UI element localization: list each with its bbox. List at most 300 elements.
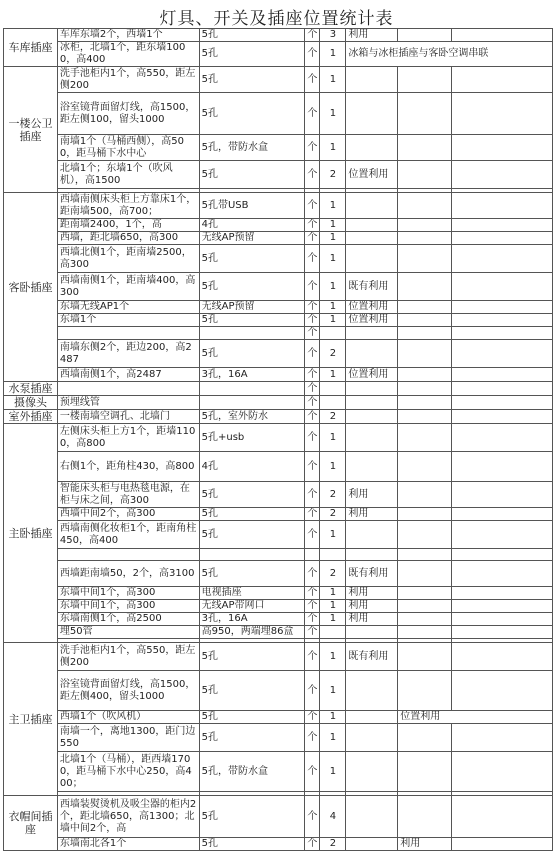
table-row	[4, 161, 553, 189]
table-cell	[398, 549, 452, 561]
table-row	[4, 219, 553, 232]
table-cell: 无线AP预留	[199, 301, 305, 314]
table-cell	[398, 135, 452, 161]
table-cell	[452, 232, 553, 245]
table-cell	[346, 424, 398, 452]
table-row	[4, 482, 553, 508]
table-cell	[452, 67, 553, 93]
table-cell	[398, 521, 452, 549]
table-cell: 既有利用	[346, 643, 398, 671]
table-row	[4, 508, 553, 521]
table-cell	[398, 245, 452, 273]
table-cell: 位置利用	[346, 368, 398, 382]
table-cell: 个	[305, 508, 320, 521]
table-cell: 个	[305, 626, 320, 639]
table-cell: 利用	[346, 600, 398, 613]
table-cell: 利用	[346, 482, 398, 508]
table-cell: 1	[320, 42, 346, 67]
table-cell: 4	[320, 796, 346, 838]
table-cell: 1	[320, 452, 346, 482]
table-cell	[398, 724, 452, 752]
table-row	[4, 424, 553, 452]
table-cell	[398, 67, 452, 93]
table-cell	[398, 613, 452, 626]
table-cell: 冰箱与冰柜插座与客卧空调串联	[346, 42, 553, 67]
table-row	[4, 643, 553, 671]
table-cell	[346, 549, 398, 561]
table-cell: 西墙南侧床头柜上方靠床1个，距南墙500，高700；	[57, 193, 199, 219]
table-cell	[398, 482, 452, 508]
table-cell	[452, 327, 553, 340]
table-row	[4, 93, 553, 135]
category-cell: 水泵插座	[4, 382, 58, 396]
table-cell	[398, 382, 452, 396]
table-cell: 埋50管	[57, 626, 199, 639]
table-cell: 5孔	[199, 340, 305, 368]
table-cell	[452, 600, 553, 613]
category-cell: 车库插座	[4, 29, 58, 67]
table-row	[4, 626, 553, 639]
table-cell	[199, 549, 305, 561]
table-cell: 2	[320, 838, 346, 851]
page-title: 灯具、开关及插座位置统计表	[159, 9, 394, 29]
table-cell	[346, 410, 398, 424]
table-cell: 5孔	[199, 671, 305, 711]
table-cell: 个	[305, 368, 320, 382]
table-cell: 5孔	[199, 482, 305, 508]
table-cell	[57, 382, 199, 396]
table-cell: 5孔	[199, 67, 305, 93]
table-cell	[346, 796, 398, 838]
table-row	[4, 452, 553, 482]
table-cell: 一楼南墙空调孔、北墙门	[57, 410, 199, 424]
table-cell: 5孔	[199, 273, 305, 301]
table-cell: 冰柜，北墙1个，距东墙1000，高400	[57, 42, 199, 67]
table-cell: 左侧床头柜上方1个，距墙1100，高800	[57, 424, 199, 452]
table-cell: 浴室镜背面留灯线，高1500，距左侧100，留头1000	[57, 93, 199, 135]
table-cell: 2	[320, 340, 346, 368]
table-cell	[346, 327, 398, 340]
table-cell	[346, 838, 398, 851]
table-cell	[398, 643, 452, 671]
table-cell	[57, 549, 199, 561]
table-row	[4, 796, 553, 838]
table-cell: 个	[305, 135, 320, 161]
table-cell: 5孔	[199, 29, 305, 42]
table-cell: 1	[320, 219, 346, 232]
table-cell: 利用	[346, 508, 398, 521]
table-cell	[452, 410, 553, 424]
table-cell: 个	[305, 711, 320, 724]
table-cell	[452, 752, 553, 792]
table-row	[4, 273, 553, 301]
table-cell: 无线AP带网口	[199, 600, 305, 613]
table-cell: 东墙中间1个，高300	[57, 587, 199, 600]
table-cell: 既有利用	[346, 273, 398, 301]
category-cell: 室外插座	[4, 410, 58, 424]
table-cell: 北墙1个（马桶），距西墙1700，距马桶下水中心250，高400；	[57, 752, 199, 792]
table-cell: 洗手池柜内1个，高550，距左侧200	[57, 67, 199, 93]
table-cell	[398, 219, 452, 232]
table-cell: 5孔	[199, 711, 305, 724]
table-cell	[452, 671, 553, 711]
table-cell: 个	[305, 301, 320, 314]
table-cell: 个	[305, 314, 320, 327]
table-cell	[398, 600, 452, 613]
table-cell	[346, 396, 398, 410]
table-row	[4, 600, 553, 613]
table-row	[4, 193, 553, 219]
table-cell	[320, 549, 346, 561]
table-cell: 南墙1个（马桶西侧），高500，距马桶下水中心	[57, 135, 199, 161]
table-cell: 西墙南侧1个，高2487	[57, 368, 199, 382]
table-cell: 东墙1个	[57, 314, 199, 327]
table-cell: 个	[305, 219, 320, 232]
table-cell: 利用	[346, 613, 398, 626]
table-row	[4, 587, 553, 600]
table-cell: 1	[320, 193, 346, 219]
table-cell: 5孔	[199, 161, 305, 189]
table-cell: 1	[320, 135, 346, 161]
table-cell: 位置利用	[346, 314, 398, 327]
table-cell: 个	[305, 273, 320, 301]
table-row	[4, 613, 553, 626]
table-cell: 3	[320, 29, 346, 42]
table-cell: 5孔，带防水盒	[199, 752, 305, 792]
table-row	[4, 752, 553, 792]
table-cell: 个	[305, 587, 320, 600]
table-cell: 1	[320, 273, 346, 301]
table-cell: 1	[320, 232, 346, 245]
table-cell: 位置利用	[346, 161, 398, 189]
table-cell	[346, 626, 398, 639]
table-cell: 个	[305, 521, 320, 549]
table-cell: 5孔	[199, 508, 305, 521]
table-cell: 1	[320, 613, 346, 626]
table-row	[4, 232, 553, 245]
table-cell: 1	[320, 424, 346, 452]
table-cell	[346, 232, 398, 245]
table-cell: 5孔	[199, 561, 305, 587]
table-cell: 无线AP预留	[199, 232, 305, 245]
table-cell	[398, 452, 452, 482]
table-cell: 1	[320, 521, 346, 549]
table-cell	[452, 245, 553, 273]
table-cell: 1	[320, 245, 346, 273]
table-row	[4, 671, 553, 711]
table-cell	[452, 273, 553, 301]
table-cell: 高950，两端埋86盒	[199, 626, 305, 639]
table-cell	[398, 752, 452, 792]
table-cell: 5孔	[199, 724, 305, 752]
table-cell: 个	[305, 752, 320, 792]
table-cell	[452, 368, 553, 382]
table-cell: 个	[305, 67, 320, 93]
table-cell	[398, 161, 452, 189]
table-cell: 5孔带USB	[199, 193, 305, 219]
table-cell: 1	[320, 600, 346, 613]
table-cell	[346, 135, 398, 161]
table-cell	[452, 193, 553, 219]
table-cell	[452, 314, 553, 327]
table-cell	[398, 396, 452, 410]
table-cell: 个	[305, 838, 320, 851]
table-row	[4, 301, 553, 314]
table-cell: 1	[320, 93, 346, 135]
table-cell: 西墙南侧1个，距南墙400，高300	[57, 273, 199, 301]
table-cell: 个	[305, 42, 320, 67]
table-cell: 个	[305, 724, 320, 752]
table-cell	[398, 93, 452, 135]
table-cell	[346, 382, 398, 396]
table-cell	[452, 340, 553, 368]
table-cell: 个	[305, 382, 320, 396]
table-cell: 5孔	[199, 42, 305, 67]
table-cell: 4孔	[199, 452, 305, 482]
category-cell: 一楼公卫插座	[4, 67, 58, 193]
category-cell: 客卧插座	[4, 193, 58, 382]
table-row	[4, 42, 553, 67]
table-cell	[346, 711, 398, 724]
table-row	[4, 549, 553, 561]
table-cell: 个	[305, 340, 320, 368]
table-cell	[346, 193, 398, 219]
table-cell: 个	[305, 600, 320, 613]
table-cell: 5孔	[199, 93, 305, 135]
table-cell	[452, 838, 553, 851]
table-row	[4, 314, 553, 327]
table-cell: 西墙1个（吹风机）	[57, 711, 199, 724]
table-row	[4, 724, 553, 752]
table-cell: 1	[320, 314, 346, 327]
table-row	[4, 245, 553, 273]
table-cell: 西墙装熨烫机及吸尘器的柜内2个，距北墙650，高1300；北墙中间2个，高	[57, 796, 199, 838]
table-cell: 个	[305, 561, 320, 587]
table-row	[4, 340, 553, 368]
table-cell: 智能床头柜与电热毯电源，在柜与床之间，高300	[57, 482, 199, 508]
table-cell: 个	[305, 93, 320, 135]
table-cell	[398, 626, 452, 639]
table-cell: 5孔+usb	[199, 424, 305, 452]
table-cell: 1	[320, 368, 346, 382]
table-cell: 1	[320, 671, 346, 711]
table-cell	[199, 396, 305, 410]
table-cell	[452, 135, 553, 161]
table-cell: 西墙北侧1个，距南墙2500，高300	[57, 245, 199, 273]
table-cell	[452, 301, 553, 314]
table-row	[4, 838, 553, 851]
table-cell	[452, 219, 553, 232]
table-cell	[398, 424, 452, 452]
table-cell	[452, 93, 553, 135]
table-cell	[452, 424, 553, 452]
table-cell: 个	[305, 193, 320, 219]
table-cell: 个	[305, 232, 320, 245]
table-cell: 个	[305, 452, 320, 482]
table-cell	[452, 29, 553, 42]
table-cell: 1	[320, 67, 346, 93]
table-cell	[452, 626, 553, 639]
table-cell: 个	[305, 796, 320, 838]
table-cell	[320, 396, 346, 410]
table-cell	[452, 508, 553, 521]
socket-statistics-table	[3, 28, 553, 851]
table-row	[4, 521, 553, 549]
table-cell: 个	[305, 424, 320, 452]
table-cell: 1	[320, 752, 346, 792]
table-cell	[57, 327, 199, 340]
table-cell: 南墙一个，离地1300，距门边550	[57, 724, 199, 752]
table-cell	[346, 724, 398, 752]
table-cell: 5孔，带防水盒	[199, 135, 305, 161]
table-cell	[346, 93, 398, 135]
table-cell	[398, 671, 452, 711]
table-cell: 1	[320, 587, 346, 600]
table-cell	[346, 452, 398, 482]
table-cell: 北墙1个；东墙1个（吹风机），高1500	[57, 161, 199, 189]
table-row	[4, 382, 553, 396]
table-cell: 个	[305, 410, 320, 424]
category-cell: 摄像头	[4, 396, 58, 410]
table-cell: 个	[305, 643, 320, 671]
table-row	[4, 396, 553, 410]
table-cell: 5孔	[199, 643, 305, 671]
table-cell: 个	[305, 482, 320, 508]
table-row	[4, 29, 553, 42]
table-cell: 浴室镜背面留灯线，高1500，距左侧400，留头1000	[57, 671, 199, 711]
table-row	[4, 368, 553, 382]
table-cell	[452, 724, 553, 752]
table-cell: 位置利用	[398, 711, 553, 724]
table-cell: 利用	[346, 29, 398, 42]
table-cell: 利用	[346, 587, 398, 600]
table-cell	[199, 382, 305, 396]
table-cell	[452, 549, 553, 561]
table-cell: 3孔，16A	[199, 368, 305, 382]
table-cell	[452, 482, 553, 508]
table-row	[4, 135, 553, 161]
table-cell	[320, 327, 346, 340]
table-cell	[398, 327, 452, 340]
table-cell	[452, 452, 553, 482]
table-cell: 南墙东侧2个，距边200，高2487	[57, 340, 199, 368]
table-cell	[452, 613, 553, 626]
table-cell: 3孔，16A	[199, 613, 305, 626]
table-cell	[452, 161, 553, 189]
table-cell: 个	[305, 245, 320, 273]
table-cell: 2	[320, 161, 346, 189]
table-cell: 2	[320, 482, 346, 508]
table-cell: 东墙中间1个，高300	[57, 600, 199, 613]
table-cell	[398, 796, 452, 838]
table-cell: 1	[320, 711, 346, 724]
table-cell: 东墙无线AP1个	[57, 301, 199, 314]
category-cell: 主卧插座	[4, 424, 58, 643]
table-cell: 1	[320, 643, 346, 671]
table-cell	[452, 796, 553, 838]
table-cell: 个	[305, 671, 320, 711]
table-row	[4, 561, 553, 587]
table-cell	[398, 561, 452, 587]
table-cell: 2	[320, 410, 346, 424]
table-cell: 东墙南侧1个，高2500	[57, 613, 199, 626]
table-row	[4, 67, 553, 93]
table-cell: 个	[305, 161, 320, 189]
table-cell	[346, 521, 398, 549]
category-cell: 主卫插座	[4, 643, 58, 796]
table-cell: 西墙，距北墙650，高300	[57, 232, 199, 245]
table-cell	[398, 232, 452, 245]
table-cell: 个	[305, 396, 320, 410]
table-cell: 预埋线管	[57, 396, 199, 410]
table-cell	[398, 301, 452, 314]
table-cell	[320, 382, 346, 396]
table-cell: 车库东墙2个，西墙1个	[57, 29, 199, 42]
table-cell	[398, 273, 452, 301]
table-cell: 5孔，室外防水	[199, 410, 305, 424]
table-cell	[398, 410, 452, 424]
table-cell: 5孔	[199, 245, 305, 273]
table-cell: 西墙距南墙50，2个，高3100	[57, 561, 199, 587]
table-cell: 位置利用	[346, 301, 398, 314]
table-cell: 西墙南侧化妆柜1个，距南角柱450，高400	[57, 521, 199, 549]
table-cell: 西墙中间2个，高300	[57, 508, 199, 521]
table-cell: 距南墙2400，1个，高	[57, 219, 199, 232]
table-cell	[398, 29, 452, 42]
table-cell: 电视插座	[199, 587, 305, 600]
table-cell: 东墙南北各1个	[57, 838, 199, 851]
table-cell: 5孔	[199, 796, 305, 838]
table-cell: 2	[320, 508, 346, 521]
table-cell	[346, 752, 398, 792]
table-cell: 5孔	[199, 314, 305, 327]
table-row	[4, 711, 553, 724]
table-cell	[346, 340, 398, 368]
table-row	[4, 327, 553, 340]
table-row	[4, 410, 553, 424]
category-cell: 衣帽间插座	[4, 796, 58, 851]
table-cell: 1	[320, 724, 346, 752]
table-cell: 个	[305, 29, 320, 42]
table-cell	[398, 368, 452, 382]
table-cell	[452, 396, 553, 410]
table-cell: 2	[320, 561, 346, 587]
table-cell: 5孔	[199, 838, 305, 851]
table-cell: 洗手池柜内1个，高550，距左侧200	[57, 643, 199, 671]
table-cell	[398, 587, 452, 600]
table-cell	[452, 561, 553, 587]
table-cell	[199, 327, 305, 340]
table-cell	[398, 193, 452, 219]
table-cell	[452, 643, 553, 671]
table-cell	[398, 340, 452, 368]
table-cell: 右侧1个，距角柱430，高800	[57, 452, 199, 482]
table-cell: 利用	[398, 838, 452, 851]
table-cell: 个	[305, 613, 320, 626]
table-cell	[452, 382, 553, 396]
table-cell	[398, 314, 452, 327]
table-cell: 个	[305, 327, 320, 340]
table-cell: 4孔	[199, 219, 305, 232]
table-cell	[305, 549, 320, 561]
table-cell	[346, 67, 398, 93]
table-cell: 既有利用	[346, 561, 398, 587]
table-cell: 5孔	[199, 521, 305, 549]
table-cell	[346, 671, 398, 711]
table-cell: 1	[320, 301, 346, 314]
table-cell	[346, 219, 398, 232]
table-cell	[452, 521, 553, 549]
